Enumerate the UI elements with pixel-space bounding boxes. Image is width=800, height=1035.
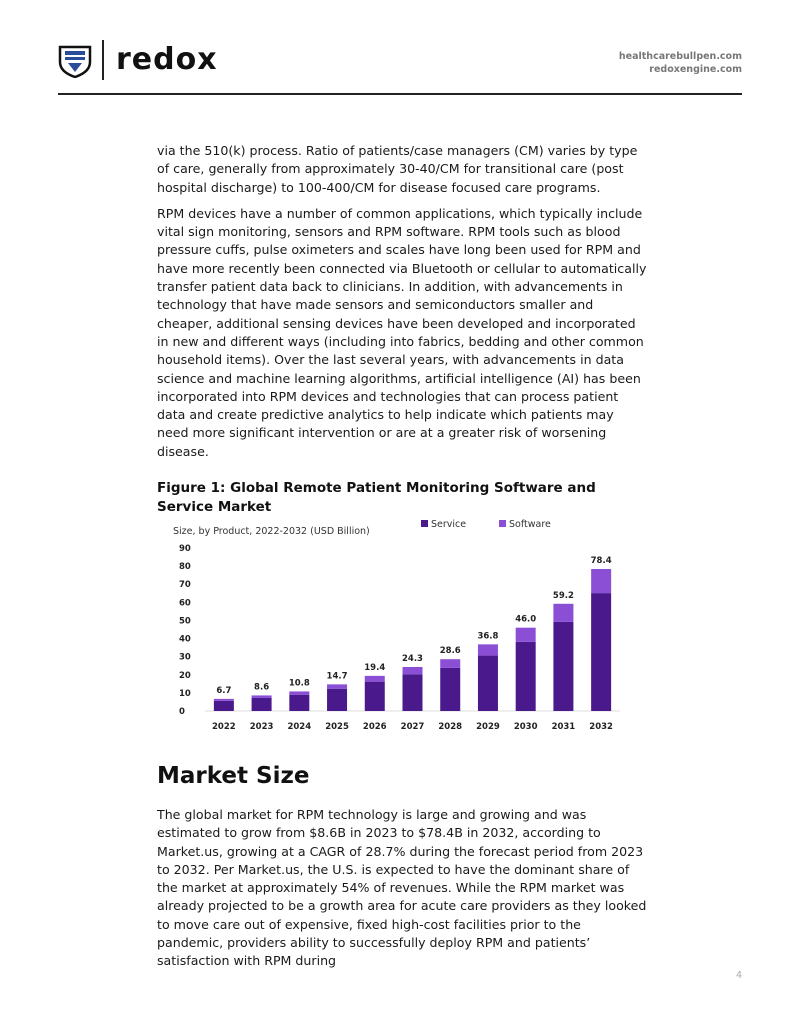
- x-tick-label-2026: 2026: [362, 722, 387, 732]
- legend-label-service: Service: [431, 519, 467, 530]
- y-tick-label: 0: [179, 707, 185, 717]
- bar-software-2026: [365, 676, 385, 682]
- data-label-2030: 46.0: [515, 614, 537, 625]
- data-label-2026: 19.4: [364, 662, 386, 673]
- body-paragraph: RPM devices have a number of common applications, which typically include vital sign monitoring, sensors and RPM software. RPM tools such as blood pressure cuffs, pulse oximeters and scales have long been used for RPM and have more recently been connected via Bluetooth or cellular to automatically transfer patient data back to clinicians. In addition, with advancements in technology that have made sensors and semiconductors smaller and cheaper, additional sensing devices have been developed and incorporated in new and different ways (including into fabrics, bedding and other common household items). Over the last several years, with advancements in data science and machine learning algorithms, artificial intelligence (AI) has been incorporated into RPM devices and technologies that can process patient data and create predictive analytics to help indicate which patients may need more significant intervention or are at a greater risk of worsening disease.: [157, 205, 647, 459]
- data-label-2025: 14.7: [326, 671, 348, 682]
- x-tick-label-2029: 2029: [476, 722, 500, 732]
- bar-software-2030: [516, 628, 536, 642]
- data-label-2032: 78.4: [590, 556, 612, 567]
- legend-label-software: Software: [509, 519, 551, 530]
- bar-software-2025: [327, 684, 347, 688]
- data-label-2028: 28.6: [439, 646, 461, 657]
- data-label-2031: 59.2: [552, 590, 574, 601]
- x-tick-label-2022: 2022: [212, 722, 236, 732]
- page-number: 4: [735, 970, 742, 981]
- x-tick-label-2028: 2028: [438, 722, 463, 732]
- bar-software-2032: [591, 569, 611, 593]
- market-size-section: [157, 806, 647, 979]
- y-tick-label: 70: [179, 580, 191, 591]
- logo-divider: [102, 40, 104, 80]
- main-content: [157, 142, 647, 525]
- x-tick-label-2025: 2025: [325, 722, 349, 732]
- data-label-2027: 24.3: [402, 653, 423, 664]
- bar-service-2029: [478, 656, 498, 711]
- x-tick-label-2030: 2030: [513, 722, 538, 732]
- rpm-market-chart: [165, 510, 630, 745]
- y-tick-label: 30: [179, 652, 191, 663]
- site-links: [619, 50, 742, 76]
- figure-title: Figure 1: Global Remote Patient Monitoring Software and Service Market: [157, 480, 596, 516]
- healthcare-bullpen-shield-icon: [58, 44, 92, 78]
- page-header: [58, 38, 742, 94]
- bar-service-2028: [440, 668, 460, 711]
- y-tick-label: 60: [179, 598, 191, 609]
- chart-title: Size, by Product, 2022-2032 (USD Billion): [173, 526, 370, 537]
- market-size-heading: Market Size: [157, 763, 310, 789]
- x-tick-label-2032: 2032: [589, 722, 613, 732]
- header-rule: [58, 93, 742, 95]
- y-tick-label: 40: [179, 634, 191, 645]
- x-tick-label-2027: 2027: [400, 722, 425, 732]
- y-tick-label: 50: [179, 616, 191, 627]
- link-healthcarebullpen[interactable]: healthcarebullpen.com: [618, 51, 742, 62]
- bar-service-2022: [214, 701, 234, 711]
- y-tick-label: 10: [179, 688, 191, 699]
- bar-software-2028: [440, 659, 460, 668]
- x-tick-label-2024: 2024: [287, 722, 312, 732]
- data-label-2024: 10.8: [288, 678, 310, 689]
- bar-software-2023: [252, 695, 272, 698]
- bar-service-2026: [365, 682, 385, 711]
- bar-service-2023: [252, 698, 272, 711]
- bar-software-2029: [478, 644, 498, 655]
- y-tick-label: 80: [179, 562, 191, 573]
- bar-service-2032: [591, 593, 611, 711]
- bar-software-2022: [214, 699, 234, 701]
- bar-service-2030: [516, 642, 536, 711]
- x-tick-label-2031: 2031: [551, 722, 576, 732]
- bar-software-2027: [403, 667, 423, 674]
- bar-service-2027: [403, 674, 423, 711]
- body-paragraph: via the 510(k) process. Ratio of patients/case managers (CM) varies by type of care, generally from approximately 30-40/CM for transitional care (post hospital discharge) to 100-400/CM for disease focused care programs.: [157, 143, 638, 195]
- bar-software-2031: [553, 604, 573, 622]
- bar-software-2024: [289, 691, 309, 694]
- legend-swatch-software: [499, 520, 506, 527]
- data-label-2022: 6.7: [216, 685, 232, 696]
- bar-service-2025: [327, 689, 347, 711]
- chart-svg: [165, 510, 630, 745]
- data-label-2029: 36.8: [477, 631, 499, 642]
- y-tick-label: 90: [179, 544, 191, 554]
- y-tick-label: 20: [179, 670, 191, 681]
- legend-swatch-service: [421, 520, 428, 527]
- data-label-2023: 8.6: [254, 682, 270, 693]
- bar-service-2024: [289, 695, 309, 711]
- link-redoxengine[interactable]: redoxengine.com: [649, 64, 742, 75]
- redox-logo: redox: [116, 42, 218, 77]
- market-size-paragraph: The global market for RPM technology is large and growing and was estimated to grow from $8.6B in 2023 to $78.4B in 2032, according to Market.us, growing at a CAGR of 28.7% during the forecast period from 2023 to 2032. Per Market.us, the U.S. is expected to have the dominant share of the market at approximately 54% of revenues. While the RPM market was already projected to be a growth area for acute care providers as they looked to move care out of expensive, fixed high-cost facilities prior to the pandemic, providers ability to successfully deploy RPM and patients’ satisfaction with RPM during: [157, 807, 647, 969]
- bar-service-2031: [553, 622, 573, 711]
- x-tick-label-2023: 2023: [249, 722, 274, 732]
